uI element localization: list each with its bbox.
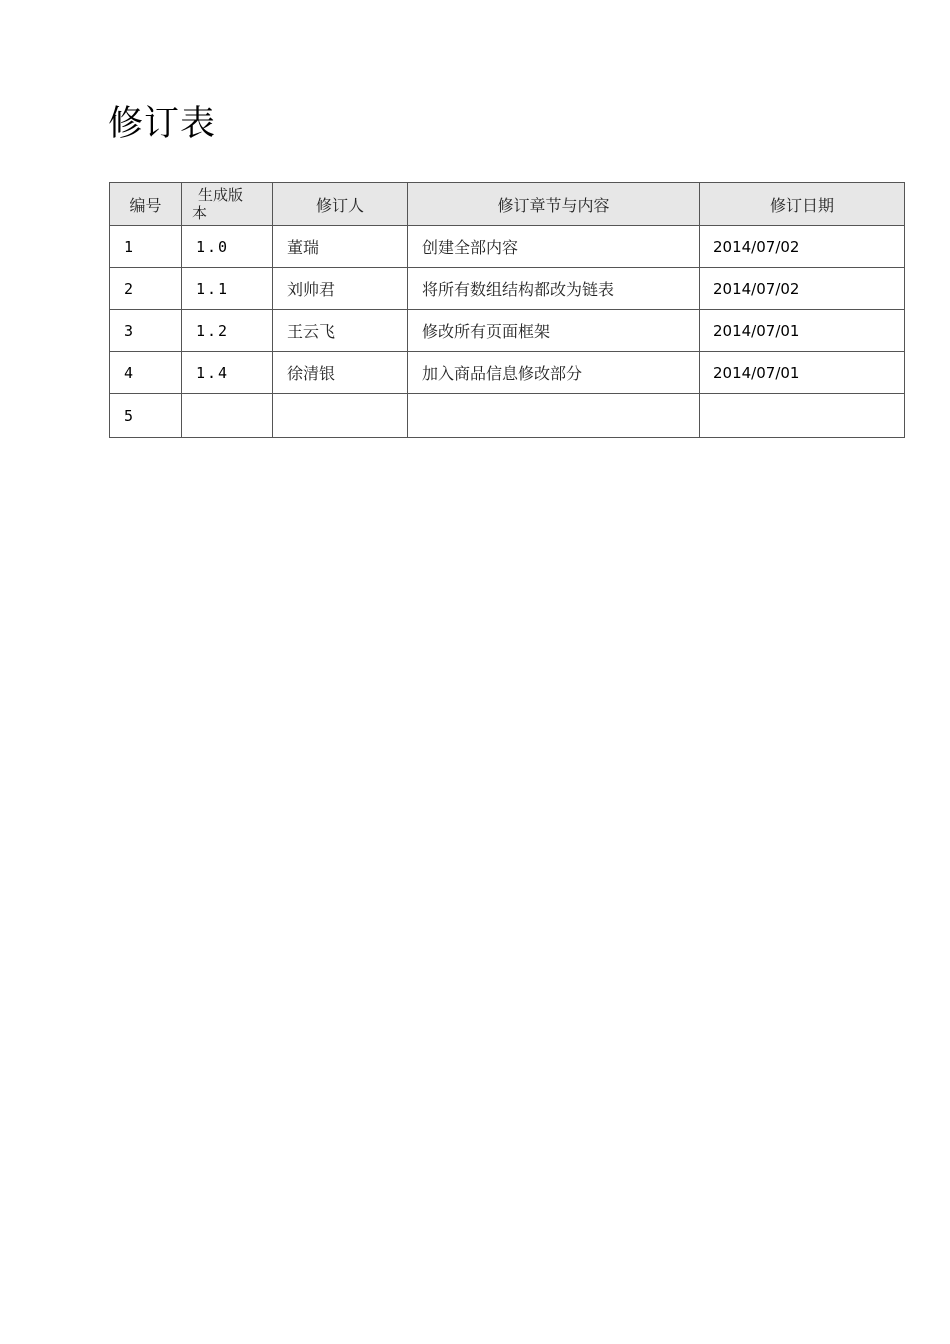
- table-row: [110, 268, 905, 310]
- header-author: 修订人: [273, 183, 408, 226]
- cell-id: 3: [110, 310, 182, 352]
- cell-content: 将所有数组结构都改为链表: [408, 268, 700, 310]
- cell-author: 徐清银: [273, 352, 408, 394]
- cell-id: 5: [110, 394, 182, 438]
- page-title: 修订表: [108, 104, 217, 144]
- cell-date: 2014/07/02: [700, 226, 905, 268]
- cell-date: 2014/07/01: [700, 352, 905, 394]
- cell-id: 2: [110, 268, 182, 310]
- table-row: [110, 394, 905, 438]
- cell-id: 1: [110, 226, 182, 268]
- cell-content: 修改所有页面框架: [408, 310, 700, 352]
- header-version-line2: 本: [192, 204, 208, 222]
- cell-version: 1.0: [182, 226, 273, 268]
- cell-date: [700, 394, 905, 438]
- cell-version: [182, 394, 273, 438]
- header-version-line1: 生成版: [198, 186, 244, 204]
- table-row: [110, 226, 905, 268]
- cell-author: [273, 394, 408, 438]
- cell-date: 2014/07/02: [700, 268, 905, 310]
- cell-content: 创建全部内容: [408, 226, 700, 268]
- cell-author: 刘帅君: [273, 268, 408, 310]
- cell-version: 1.2: [182, 310, 273, 352]
- header-date: 修订日期: [700, 183, 905, 226]
- cell-content: [408, 394, 700, 438]
- header-id: 编号: [110, 183, 182, 226]
- cell-id: 4: [110, 352, 182, 394]
- revision-table: [109, 182, 905, 438]
- cell-author: 董瑞: [273, 226, 408, 268]
- cell-version: 1.1: [182, 268, 273, 310]
- table-row: [110, 352, 905, 394]
- header-version: [182, 183, 273, 226]
- table-row: [110, 310, 905, 352]
- cell-content: 加入商品信息修改部分: [408, 352, 700, 394]
- header-content: 修订章节与内容: [408, 183, 700, 226]
- cell-author: 王云飞: [273, 310, 408, 352]
- cell-version: 1.4: [182, 352, 273, 394]
- cell-date: 2014/07/01: [700, 310, 905, 352]
- table-header-row: [110, 183, 905, 226]
